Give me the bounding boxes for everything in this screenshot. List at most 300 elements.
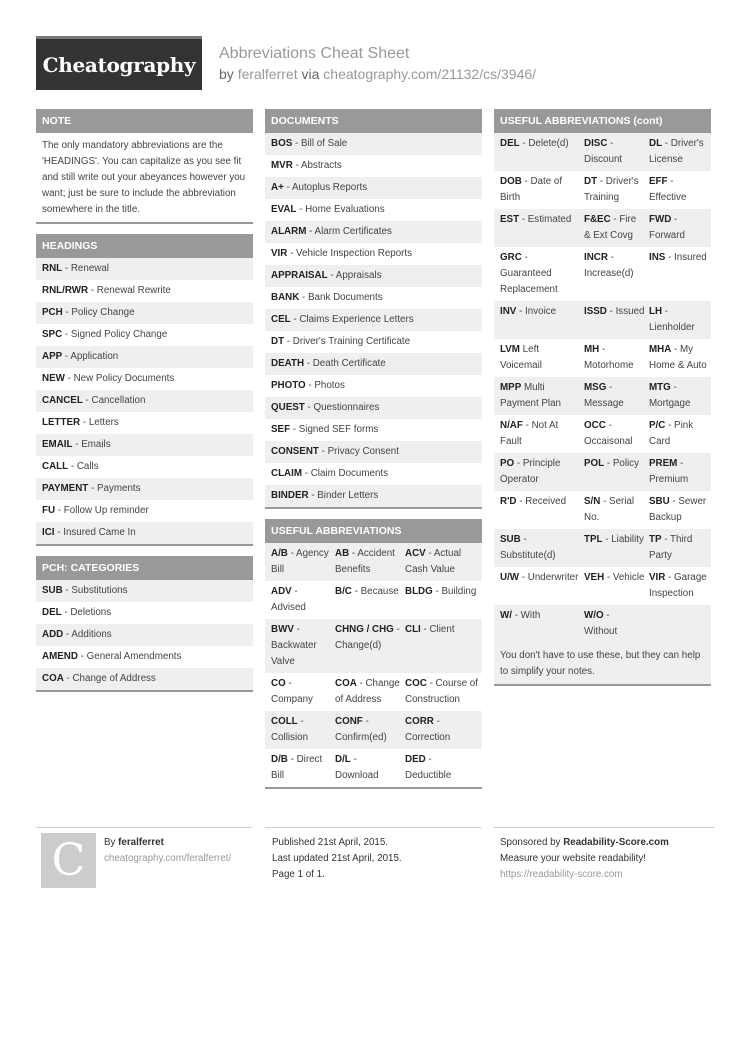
table-cell [584, 342, 649, 374]
table-row [494, 247, 711, 301]
abbreviation: INS [649, 252, 666, 263]
abbreviation: CLAIM [271, 468, 303, 479]
abbreviation: CLI [405, 624, 421, 635]
abbreviation: GRC [500, 252, 522, 263]
abbreviation-meaning: - Forward [649, 214, 685, 241]
abbreviation: MSG [584, 382, 607, 393]
table-cell [271, 584, 335, 616]
table-cell [500, 342, 584, 374]
abbreviation-meaning: - Actual Cash Value [405, 548, 462, 575]
abbreviation-meaning: - Garage Inspection [649, 572, 707, 599]
footer-rule-1 [36, 827, 252, 828]
table-cell [500, 212, 584, 244]
abbreviation: INCR [584, 252, 608, 263]
abbreviation-meaning: - Confirm(ed) [335, 716, 387, 743]
abbreviation: VIR [649, 572, 666, 583]
abbreviation-meaning: - Follow Up reminder [55, 505, 149, 516]
published-date: Published 21st April, 2015. [272, 837, 389, 848]
table-cell [335, 584, 405, 616]
abbreviation-meaning: - Pink Card [649, 420, 694, 447]
table-row [265, 581, 482, 619]
abbreviation-meaning: Multi Payment Plan [500, 382, 561, 409]
useful-abbreviations-grid [265, 543, 482, 787]
pch-categories-list [36, 580, 253, 690]
abbreviation-meaning: - Bank Documents [299, 292, 383, 303]
footer-by-label: By [104, 837, 119, 848]
abbreviation: BINDER [271, 490, 309, 501]
abbreviation: LVM [500, 344, 520, 355]
abbreviation: MPP [500, 382, 522, 393]
abbreviation-meaning: - Building [432, 586, 477, 597]
table-cell [500, 136, 584, 168]
abbreviation: VEH [584, 572, 605, 583]
useful-abbreviations-cont-section [494, 109, 711, 686]
abbreviation: DT [584, 176, 598, 187]
abbreviation-meaning: - With [511, 610, 541, 621]
abbreviation-meaning: - Underwriter [519, 572, 579, 583]
abbreviation-meaning: - Signed SEF forms [290, 424, 379, 435]
table-cell [584, 494, 649, 526]
table-cell [271, 622, 335, 670]
page-title: Abbreviations Cheat Sheet [219, 45, 410, 62]
table-cell [584, 304, 649, 336]
abbreviation-meaning: - Fire & Ext Covg [584, 214, 637, 241]
abbreviation: RNL [42, 263, 63, 274]
abbreviation-meaning: - Serial No. [584, 496, 635, 523]
abbreviation: MVR [271, 160, 293, 171]
abbreviation-meaning: - Calls [68, 461, 99, 472]
table-cell [271, 676, 335, 708]
cheatography-logo[interactable] [36, 36, 202, 90]
abbreviation-meaning: - Lienholder [649, 306, 695, 333]
abbreviation: RNL/RWR [42, 285, 89, 296]
abbreviation-meaning: - Agency Bill [271, 548, 329, 575]
table-cell [405, 622, 482, 670]
abbreviation-meaning: - Binder Letters [308, 490, 379, 501]
list-item [36, 412, 253, 434]
abbreviation: CORR [405, 716, 434, 727]
table-cell [649, 608, 711, 640]
list-item [265, 419, 482, 441]
list-item [265, 375, 482, 397]
abbreviation-meaning: - Because [351, 586, 399, 597]
abbreviation: W/ [500, 610, 512, 621]
list-item [36, 324, 253, 346]
abbreviation: CEL [271, 314, 291, 325]
abbreviation-meaning: - Correction [405, 716, 451, 743]
table-cell [335, 622, 405, 670]
abbreviation-meaning: - Photos [305, 380, 345, 391]
footer-author-line [104, 835, 231, 851]
table-cell [649, 174, 711, 206]
abbreviation: ALARM [271, 226, 307, 237]
abbreviation-meaning: - Not At Fault [500, 420, 559, 447]
list-item [36, 346, 253, 368]
abbreviation-meaning: - Change of Address [63, 673, 156, 684]
list-item [265, 221, 482, 243]
abbreviation: EVAL [271, 204, 297, 215]
table-cell [500, 250, 584, 298]
abbreviation-meaning: - Download [335, 754, 379, 781]
abbreviation-meaning: - Increase(d) [584, 252, 634, 279]
abbreviation: PHOTO [271, 380, 306, 391]
list-item [36, 602, 253, 624]
abbreviation-meaning: - Discount [584, 138, 623, 165]
author-avatar[interactable] [41, 833, 96, 888]
table-cell [584, 532, 649, 564]
abbreviation-meaning: - Policy Change [62, 307, 135, 318]
table-row [494, 339, 711, 377]
abbreviation: COA [42, 673, 64, 684]
abbreviation-meaning: - Third Party [649, 534, 693, 561]
abbreviation: OCC [584, 420, 606, 431]
list-item [36, 522, 253, 544]
abbreviation: DEL [500, 138, 520, 149]
table-cell [649, 418, 711, 450]
abbreviation: SEF [271, 424, 291, 435]
sponsor-label: Sponsored by [500, 837, 564, 848]
abbreviation-meaning: - Liability [602, 534, 644, 545]
abbreviation-meaning: - Received [516, 496, 567, 507]
list-item [36, 258, 253, 280]
list-item [265, 331, 482, 353]
table-cell [500, 380, 584, 412]
abbreviation-meaning: - Claims Experience Letters [290, 314, 414, 325]
abbreviation: CONF [335, 716, 363, 727]
abbreviation: PCH [42, 307, 63, 318]
documents-list [265, 133, 482, 507]
abbreviation: R'D [500, 496, 517, 507]
abbreviation-meaning: - Advised [271, 586, 306, 613]
table-cell [271, 714, 335, 746]
abbreviation-meaning: - Accident Benefits [335, 548, 395, 575]
documents-section [265, 109, 482, 509]
table-row [494, 209, 711, 247]
abbreviation: ISSD [584, 306, 607, 317]
useful-abbreviations-section [265, 519, 482, 789]
author-link[interactable]: feralferret [237, 66, 298, 82]
table-cell [584, 380, 649, 412]
abbreviation: PREM [649, 458, 678, 469]
table-cell [405, 752, 482, 784]
table-cell [649, 212, 711, 244]
table-cell [500, 456, 584, 488]
abbreviation-meaning: - Home Evaluations [296, 204, 385, 215]
abbreviation-meaning: - Emails [72, 439, 111, 450]
table-cell [649, 304, 711, 336]
list-item [265, 133, 482, 155]
table-row [494, 133, 711, 171]
abbreviation: B/C [335, 586, 352, 597]
abbreviation: D/L [335, 754, 351, 765]
abbreviation-meaning: - Estimated [519, 214, 572, 225]
page-header [36, 36, 714, 90]
abbreviation-meaning: - Occaisonal [584, 420, 633, 447]
abbreviation-meaning: - Driver's Training Certificate [284, 336, 411, 347]
abbreviation: CONSENT [271, 446, 319, 457]
abbreviation-meaning: - Signed Policy Change [62, 329, 168, 340]
abbreviation: QUEST [271, 402, 305, 413]
abbreviation: PO [500, 458, 515, 469]
table-cell [584, 174, 649, 206]
table-row [494, 491, 711, 529]
table-cell [584, 212, 649, 244]
footer-author-url[interactable]: cheatography.com/feralferret/ [104, 853, 232, 864]
abbreviation: ADV [271, 586, 292, 597]
abbreviation: N/AF [500, 420, 523, 431]
abbreviation-meaning: - Motorhome [584, 344, 634, 371]
abbreviation: SPC [42, 329, 63, 340]
page-number: Page 1 of 1. [272, 869, 325, 880]
abbreviation-meaning: Left Voicemail [500, 344, 542, 371]
table-cell [271, 546, 335, 578]
byline-via: via [301, 66, 320, 82]
abbreviation: A+ [271, 182, 284, 193]
abbreviation: DISC [584, 138, 608, 149]
abbreviation: SBU [649, 496, 670, 507]
abbreviation-meaning: - Application [62, 351, 119, 362]
abbreviation-meaning: - Date of Birth [500, 176, 563, 203]
note-section [36, 109, 253, 224]
abbreviation-meaning: - Cancellation [82, 395, 146, 406]
abbreviation-meaning: - Letters [80, 417, 119, 428]
table-cell [335, 714, 405, 746]
abbreviation: LETTER [42, 417, 81, 428]
list-item [265, 243, 482, 265]
list-item [265, 199, 482, 221]
abbreviation-meaning: - Insured Came In [54, 527, 136, 538]
abbreviation: CALL [42, 461, 69, 472]
table-cell [649, 532, 711, 564]
abbreviation: ADD [42, 629, 64, 640]
useful-abbreviations-title: USEFUL ABBREVIATIONS [265, 519, 482, 543]
footer-rule-3 [494, 827, 714, 828]
abbreviation-meaning: - Alarm Certificates [306, 226, 392, 237]
abbreviation: PAYMENT [42, 483, 89, 494]
abbreviation-meaning: - Without [584, 610, 618, 637]
abbreviation-meaning: - Abstracts [292, 160, 342, 171]
footer-published [272, 835, 402, 883]
table-cell [649, 342, 711, 374]
abbreviation-meaning: - Premium [649, 458, 689, 485]
abbreviation: BLDG [405, 586, 433, 597]
abbreviation: POL [584, 458, 605, 469]
table-cell [649, 494, 711, 526]
abbreviation: FWD [649, 214, 672, 225]
abbreviation-meaning: - Vehicle [604, 572, 645, 583]
sponsor-tagline: Measure your website readability! [500, 853, 646, 864]
abbreviation-meaning: - Insured [665, 252, 707, 263]
abbreviation: DEATH [271, 358, 305, 369]
list-item [36, 500, 253, 522]
abbreviation-meaning: - My Home & Auto [649, 344, 707, 371]
byline-by: by [219, 66, 234, 82]
abbreviation: A/B [271, 548, 288, 559]
abbreviation: LH [649, 306, 663, 317]
table-cell [584, 608, 649, 640]
note-body: The only mandatory abbreviations are the 'HEADINGS'. You can capitalize as you see fit and still write out your abeyances however you want; just be sure to include the abbreviation somewhere in the title. [42, 140, 246, 215]
list-item [36, 580, 253, 602]
abbreviation: MH [584, 344, 600, 355]
abbreviation: DT [271, 336, 285, 347]
abbreviation-meaning: - Privacy Consent [318, 446, 399, 457]
list-item [36, 302, 253, 324]
table-cell [500, 570, 584, 602]
abbreviation-meaning: - Substitutions [62, 585, 128, 596]
table-row [494, 171, 711, 209]
abbreviation-meaning: - Effective [649, 176, 687, 203]
abbreviation-meaning: - Policy [604, 458, 639, 469]
table-cell [271, 752, 335, 784]
abbreviation: EMAIL [42, 439, 73, 450]
table-cell [649, 456, 711, 488]
headings-list [36, 258, 253, 544]
useful-abbreviations-cont-grid [494, 133, 711, 643]
table-cell [649, 136, 711, 168]
table-cell [649, 570, 711, 602]
table-cell [584, 136, 649, 168]
abbreviation-meaning: - Driver's Training [584, 176, 639, 203]
abbreviation: AMEND [42, 651, 78, 662]
page-footer [36, 827, 714, 897]
abbreviation: F&EC [584, 214, 611, 225]
abbreviation: EST [500, 214, 520, 225]
abbreviation: SUB [42, 585, 63, 596]
table-row [265, 711, 482, 749]
abbreviation: P/C [649, 420, 666, 431]
useful-abbreviations-cont-title: USEFUL ABBREVIATIONS (cont) [494, 109, 711, 133]
abbreviation-meaning: - Issued [606, 306, 645, 317]
table-cell [584, 418, 649, 450]
table-cell [500, 304, 584, 336]
abbreviation: EFF [649, 176, 668, 187]
abbreviation: APP [42, 351, 63, 362]
avatar-letter: C [51, 835, 86, 886]
abbreviation: COA [335, 678, 357, 689]
footer-author-name[interactable]: feralferret [118, 837, 164, 848]
abbreviation: CANCEL [42, 395, 83, 406]
column-2 [265, 109, 482, 799]
abbreviation-meaning: - Backwater Valve [271, 624, 317, 667]
abbreviation: AB [335, 548, 350, 559]
list-item [265, 485, 482, 507]
table-cell [500, 174, 584, 206]
abbreviation-meaning: - Deductible [405, 754, 452, 781]
column-1 [36, 109, 253, 702]
abbreviation: COC [405, 678, 427, 689]
sheet-url-link[interactable]: cheatography.com/21132/cs/3946/ [323, 66, 537, 82]
abbreviation-meaning: - Change(d) [335, 624, 400, 651]
abbreviation-meaning: - Autoplus Reports [283, 182, 368, 193]
table-cell [335, 676, 405, 708]
abbreviation: BWV [271, 624, 294, 635]
list-item [36, 646, 253, 668]
list-item [36, 368, 253, 390]
abbreviation-meaning: - Renewal [62, 263, 109, 274]
abbreviation: CHNG / CHG [335, 624, 394, 635]
abbreviation: DOB [500, 176, 522, 187]
useful-note: You don't have to use these, but they can help to simplify your notes. [494, 643, 711, 684]
table-row [494, 605, 711, 643]
abbreviation: COLL [271, 716, 298, 727]
abbreviation-meaning: - Company [271, 678, 313, 705]
abbreviation: DEL [42, 607, 62, 618]
abbreviation-meaning: - Payments [88, 483, 141, 494]
table-cell [335, 752, 405, 784]
abbreviation: FU [42, 505, 56, 516]
footer-author [104, 835, 231, 867]
abbreviation-meaning: - Direct Bill [271, 754, 323, 781]
table-row [265, 749, 482, 787]
footer-sponsor [500, 835, 669, 883]
abbreviation: DL [649, 138, 663, 149]
list-item [265, 441, 482, 463]
sponsor-url[interactable]: https://readability-score.com [500, 869, 623, 880]
sponsor-line [500, 835, 669, 851]
abbreviation: DED [405, 754, 426, 765]
sponsor-name[interactable]: Readability-Score.com [563, 837, 669, 848]
abbreviation-meaning: - Claim Documents [302, 468, 389, 479]
pch-categories-section [36, 556, 253, 692]
abbreviation: D/B [271, 754, 288, 765]
table-row [265, 673, 482, 711]
abbreviation-meaning: - Change of Address [335, 678, 400, 705]
abbreviation-meaning: - Driver's License [649, 138, 704, 165]
table-row [494, 529, 711, 567]
table-cell [405, 714, 482, 746]
abbreviation: NEW [42, 373, 65, 384]
abbreviation: INV [500, 306, 517, 317]
abbreviation-meaning: - Additions [63, 629, 112, 640]
abbreviation: ACV [405, 548, 426, 559]
abbreviation: SUB [500, 534, 521, 545]
updated-date: Last updated 21st April, 2015. [272, 853, 402, 864]
table-row [494, 415, 711, 453]
abbreviation-meaning: - Guaranteed Replacement [500, 252, 558, 295]
table-cell [584, 456, 649, 488]
table-row [494, 377, 711, 415]
abbreviation-meaning: - Bill of Sale [292, 138, 348, 149]
abbreviation-meaning: - Sewer Backup [649, 496, 707, 523]
abbreviation-meaning: - Mortgage [649, 382, 691, 409]
abbreviation-meaning: - Vehicle Inspection Reports [287, 248, 413, 259]
list-item [265, 463, 482, 485]
abbreviation: CO [271, 678, 286, 689]
footer-rule-2 [265, 827, 481, 828]
abbreviation-meaning: - Principle Operator [500, 458, 561, 485]
abbreviation: TPL [584, 534, 603, 545]
table-cell [405, 676, 482, 708]
table-cell [500, 532, 584, 564]
table-row [494, 453, 711, 491]
headings-section [36, 234, 253, 546]
list-item [265, 265, 482, 287]
list-item [265, 287, 482, 309]
table-cell [584, 570, 649, 602]
pch-categories-title: PCH: CATEGORIES [36, 556, 253, 580]
abbreviation: TP [649, 534, 662, 545]
list-item [265, 353, 482, 375]
table-cell [584, 250, 649, 298]
abbreviation: BANK [271, 292, 300, 303]
table-row [265, 543, 482, 581]
table-cell [500, 494, 584, 526]
list-item [265, 397, 482, 419]
table-cell [405, 584, 482, 616]
table-row [265, 619, 482, 673]
abbreviation: W/O [584, 610, 604, 621]
list-item [36, 624, 253, 646]
